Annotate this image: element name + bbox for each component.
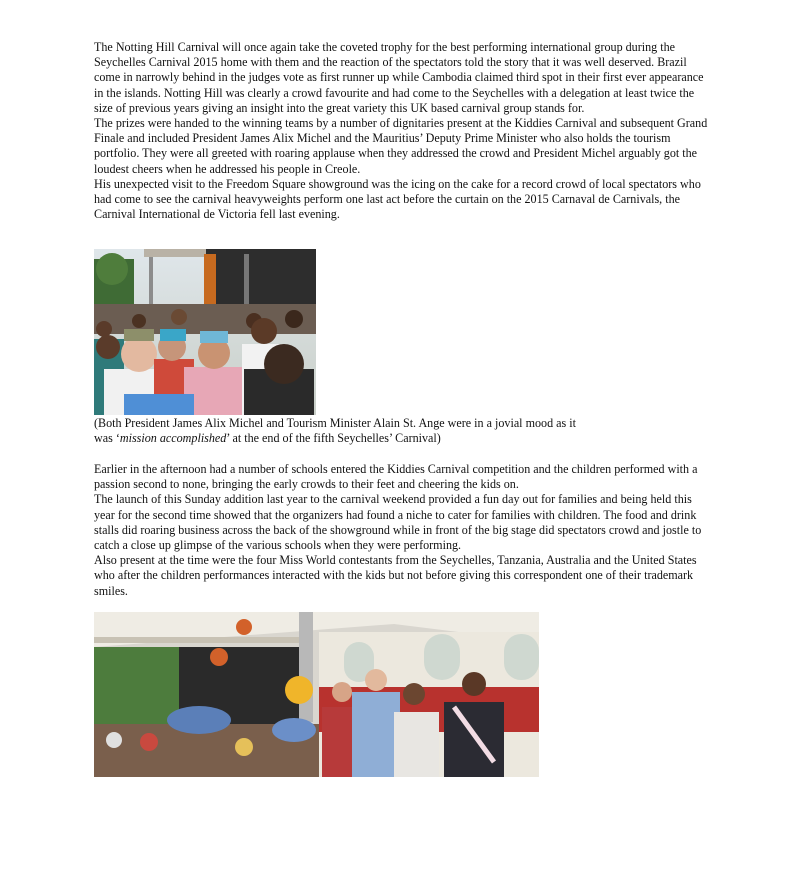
article-top-text: [94, 40, 714, 222]
article-bottom-text: [94, 462, 714, 599]
caption-emphasis: mission accomplished: [119, 431, 227, 446]
paragraph: Also present at the time were the four Miss World contestants from the Seychelles, Tanzania, Australia and the United States who after the children performances interacted with the kids but not before giving this correspondent one of their trademark smiles.: [94, 553, 697, 598]
paragraph: The Notting Hill Carnival will once again take the coveted trophy for the best performing international group during the Seychelles Carnival 2015 home with them and the reaction of the spectators told the story that it was well deserved. Brazil come in narrowly behind in the judges vote as first runner up while Cambodia claimed third spot in their first ever appearance in the islands. Notting Hill was clearly a crowd favourite and had come to the Seychelles with a delegation at least twice the size of previous years giving an insight into the great variety this UK based carnival group stands for.: [94, 40, 704, 115]
paragraph: The prizes were handed to the winning teams by a number of dignitaries present at the Kiddies Carnival and subsequent Grand Finale and included President James Alix Michel and the Mauritius’ Deputy Prime Minister who also holds the tourism portfolio. They were all greeted with roaring applause when they addressed the crowd and President Michel arguably got the loudest cheers when he addressed his people in Creole.: [94, 116, 708, 176]
photo-miss-world-contestants: [94, 612, 539, 777]
paragraph: His unexpected visit to the Freedom Square showground was the icing on the cake for a record crowd of local spectators who had come to see the carnival heavyweights perform one last act before the curtain on the 2015 Carnaval de Carnivals, the Carnival International de Victoria fell last evening.: [94, 176, 701, 222]
caption-text: (Both President James Alix Michel and Tourism Minister Alain St. Ange were in a jovial mood as it was ‘: [94, 416, 576, 446]
paragraph: Earlier in the afternoon had a number of schools entered the Kiddies Carnival competition and the children performed with a passion second to none, bringing the early crowds to their feet and cheering the kids on.: [94, 462, 698, 492]
paragraph: The launch of this Sunday addition last year to the carnival weekend provided a fun day out for families and being held this year for the second time showed that the organizers had found a niche to cater for families with children. The food and drink stalls did roaring business across the back of the showground while in front of the big stage did spectators crowd and jostle to catch a close up glimpse of the various schools when they were performing.: [94, 492, 702, 553]
photo-caption: [94, 416, 594, 446]
caption-text-end: ’ at the end of the fifth Seychelles’ Carnival): [226, 431, 441, 446]
photo-president-crowd: [94, 249, 316, 415]
